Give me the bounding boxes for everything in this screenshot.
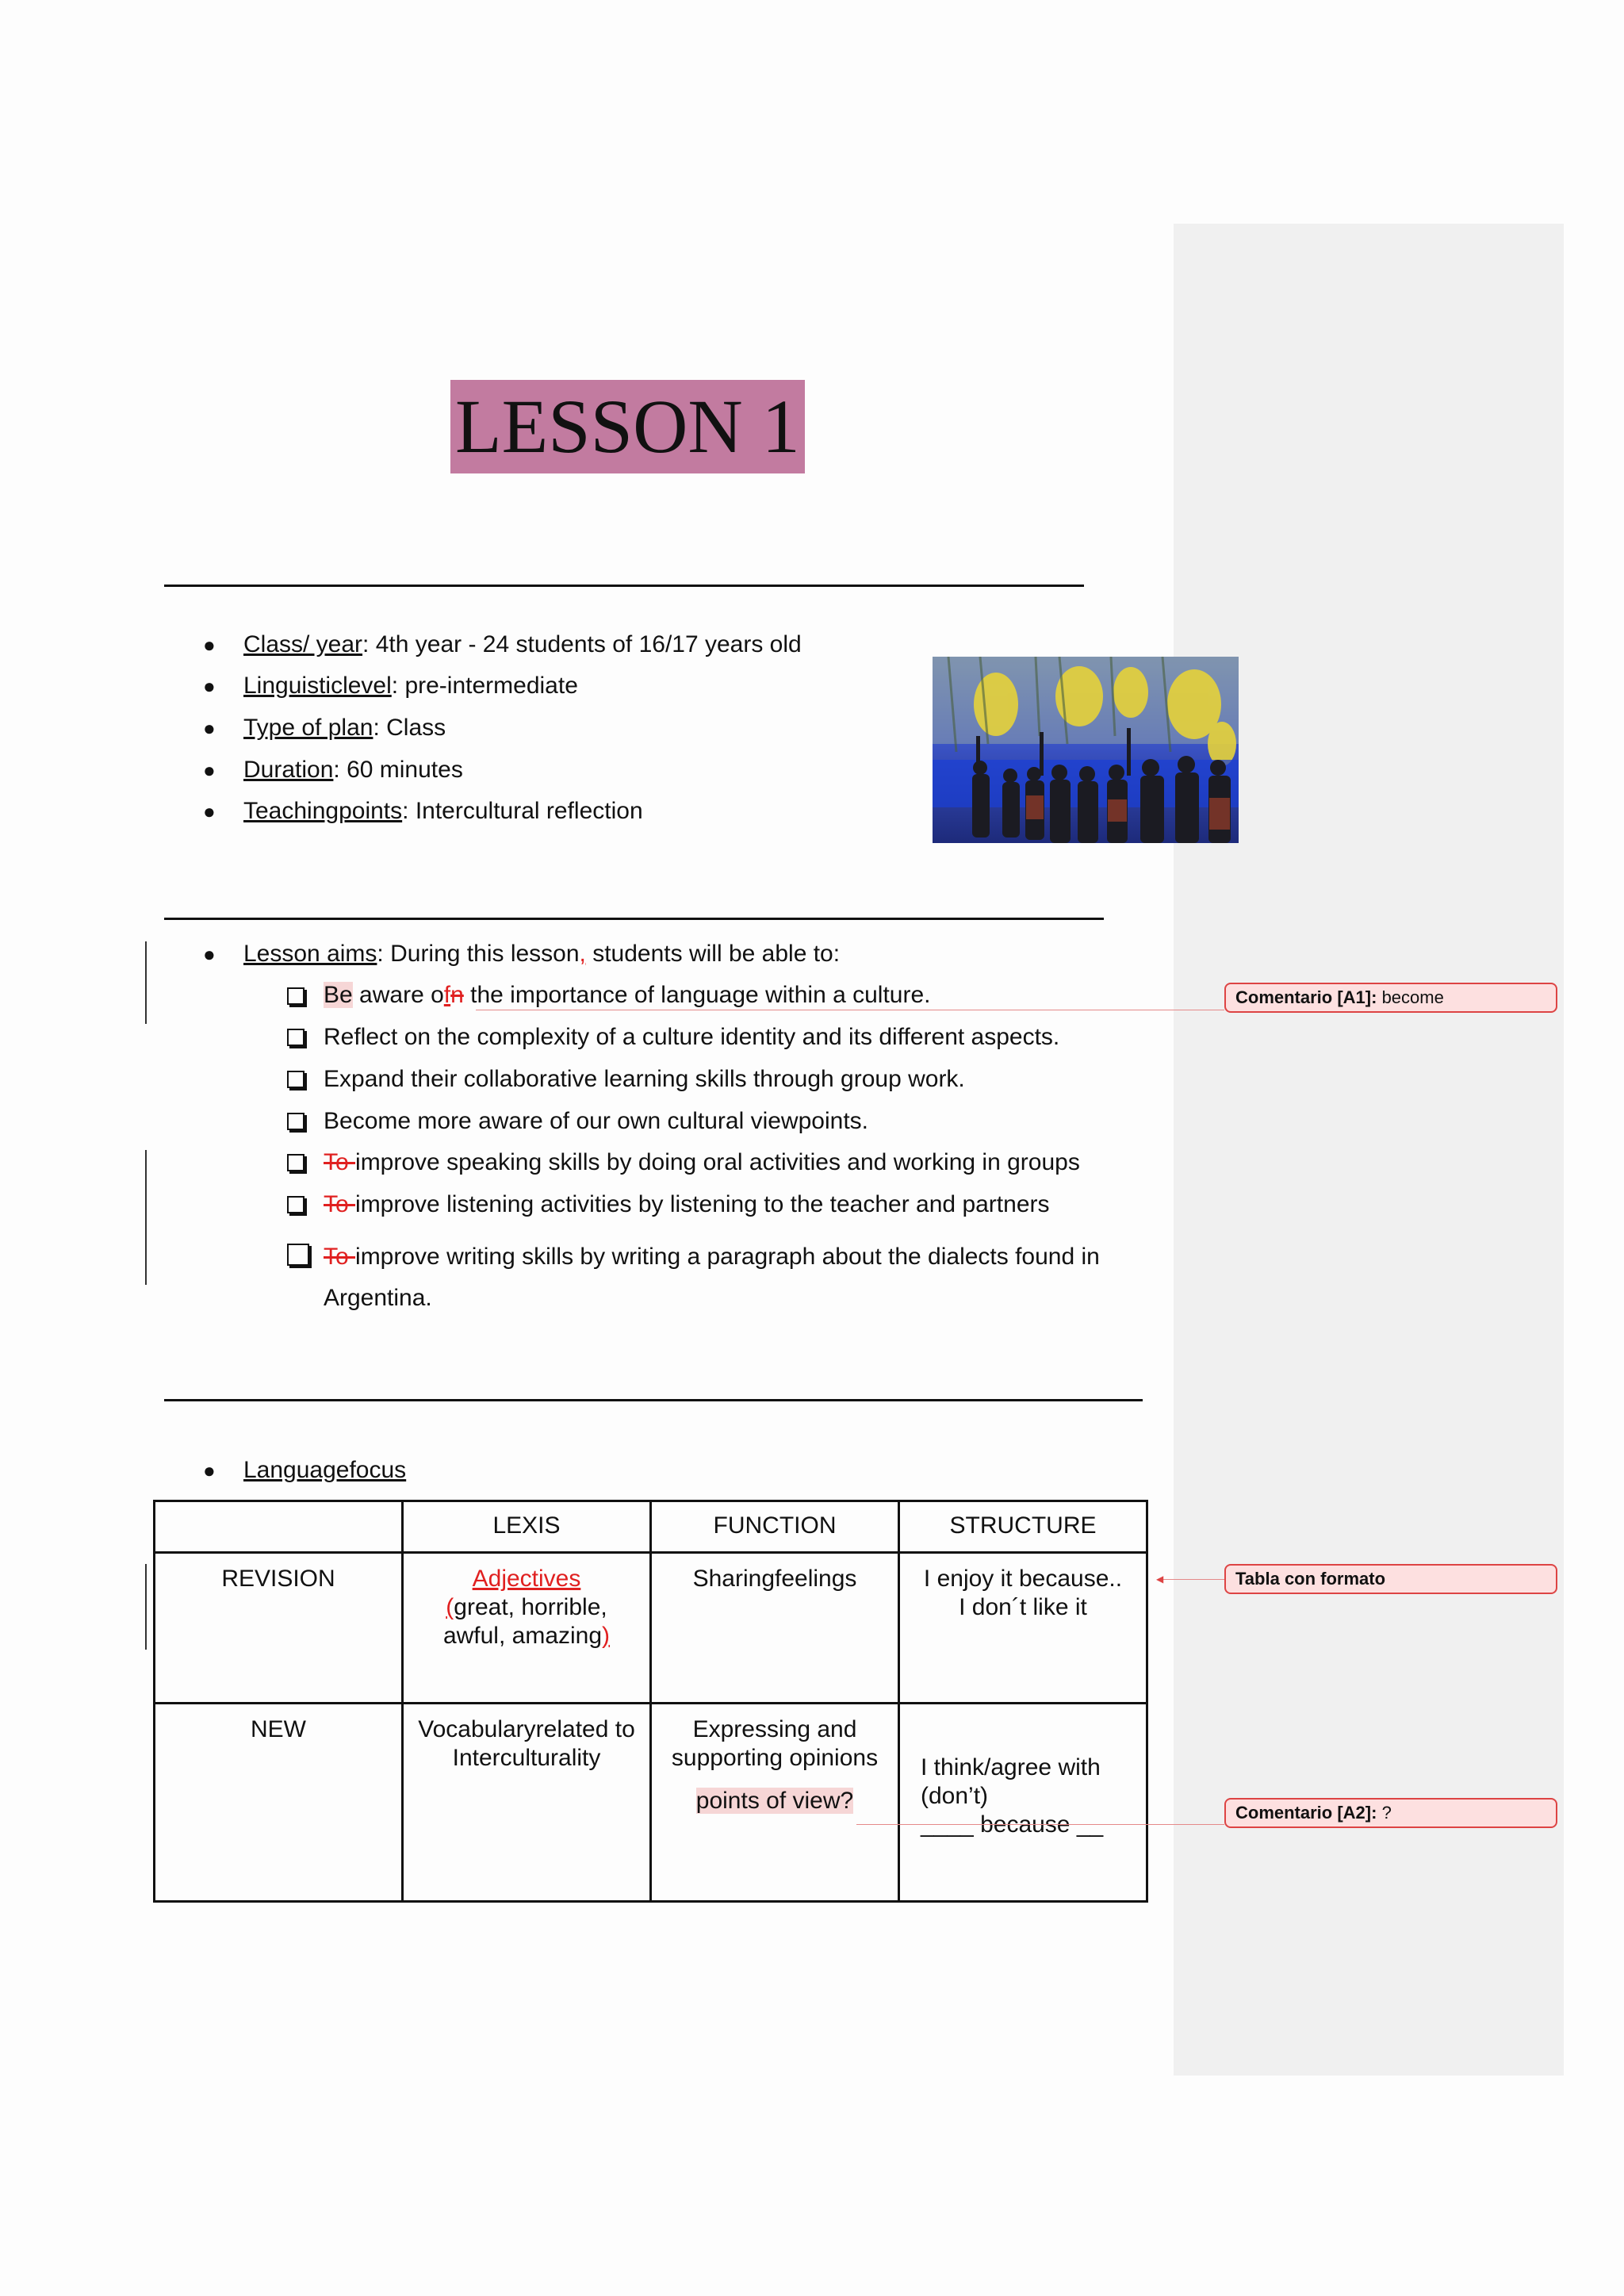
info-label: Duration	[243, 757, 334, 783]
aim-item-7-cont: Argentina.	[324, 1285, 432, 1311]
bullet: ●	[203, 674, 216, 698]
info-label: Teachingpoints	[243, 798, 403, 824]
bullet: ●	[203, 942, 216, 966]
table-row-new	[155, 1704, 1147, 1902]
comment-text: ?	[1377, 1803, 1392, 1823]
info-label: Linguisticlevel	[243, 673, 392, 699]
aim-item-6	[324, 1190, 1050, 1219]
info-linguistic-level	[243, 672, 578, 700]
cell-text: great, horrible,	[454, 1594, 607, 1620]
highlighted-word: Be	[324, 982, 353, 1008]
info-label: Type of plan	[243, 715, 373, 741]
header-cell: FUNCTION	[651, 1501, 899, 1553]
aims-label: Lesson aims	[243, 941, 377, 967]
cell-text: (don’t)	[921, 1783, 989, 1809]
cell-text: I think/agree with	[921, 1754, 1101, 1780]
divider-3	[164, 1399, 1143, 1401]
comment-leader-line	[1162, 1579, 1224, 1580]
row-label: REVISION	[155, 1553, 403, 1704]
language-focus-table	[153, 1500, 1148, 1903]
inserted-comma: ,	[579, 941, 586, 967]
checkbox-bullet	[287, 1113, 304, 1130]
header-cell: LEXIS	[403, 1501, 651, 1553]
aim-text: improve listening activities by listening to the teacher and partners	[355, 1191, 1050, 1217]
info-value: : Class	[373, 715, 446, 741]
new-function-cell	[651, 1704, 899, 1902]
comment-tag: Tabla con formato	[1235, 1569, 1386, 1589]
checkbox-bullet	[287, 1071, 304, 1088]
cell-text: Interculturality	[452, 1745, 601, 1771]
change-bar	[145, 1150, 147, 1285]
deleted-word: To	[324, 1244, 356, 1270]
bullet: ●	[203, 716, 216, 740]
cell-text: Vocabularyrelated to	[418, 1716, 635, 1742]
header-cell: STRUCTURE	[899, 1501, 1147, 1553]
change-bar	[145, 1564, 147, 1650]
inserted-bracket: (	[446, 1594, 454, 1620]
divider-1	[164, 585, 1084, 587]
aim-text: improve writing skills by writing a paragraph about the dialects found in	[355, 1244, 1100, 1270]
inserted-bracket: )	[602, 1623, 611, 1649]
aim-text: the importance of language within a culture.	[463, 982, 931, 1008]
lesson-aims-heading	[243, 940, 840, 968]
info-class-year	[243, 631, 802, 659]
revision-function-cell: Sharingfeelings	[651, 1553, 899, 1704]
language-focus-label: Languagefocus	[243, 1457, 407, 1483]
bullet: ●	[203, 799, 216, 823]
divider-2	[164, 918, 1104, 920]
aim-item-1	[324, 981, 931, 1010]
comment-text: become	[1377, 987, 1444, 1007]
info-value: : 60 minutes	[333, 757, 463, 783]
aims-intro: : During this lesson	[377, 941, 580, 967]
cell-text: ____ because __	[921, 1811, 1104, 1838]
arrow-icon: ◀	[1156, 1573, 1164, 1585]
aim-item-4: Become more aware of our own cultural viewpoints.	[324, 1108, 868, 1134]
change-bar	[145, 941, 147, 1024]
aim-item-5	[324, 1148, 1080, 1177]
deleted-letter: n	[450, 982, 464, 1008]
comment-tag: Comentario [A1]:	[1235, 987, 1377, 1007]
aim-item-2: Reflect on the complexity of a culture identity and its different aspects.	[324, 1024, 1060, 1050]
info-value: : 4th year - 24 students of 16/17 years old	[362, 631, 802, 657]
revision-structure-cell	[899, 1553, 1147, 1704]
bullet: ●	[203, 758, 216, 782]
info-type-of-plan	[243, 714, 446, 742]
comment-a2[interactable]	[1224, 1798, 1557, 1828]
inserted-word: Adjectives	[472, 1566, 581, 1592]
highlighted-text: points of view?	[695, 1788, 854, 1814]
aim-item-7	[324, 1243, 1100, 1271]
cell-text: awful, amazing	[442, 1623, 603, 1649]
new-structure-cell	[899, 1704, 1147, 1902]
table-header-row	[155, 1501, 1147, 1553]
deleted-word: To	[324, 1191, 356, 1217]
cell-text: I enjoy it because..	[923, 1566, 1123, 1592]
cell-text: supporting opinions	[671, 1745, 879, 1771]
aim-text: aware o	[352, 982, 444, 1008]
checkbox-bullet	[287, 1244, 309, 1266]
info-label: Class/ year	[243, 631, 363, 657]
info-duration	[243, 756, 463, 784]
language-focus-heading	[243, 1456, 406, 1485]
lesson-title: LESSON 1	[450, 380, 805, 473]
info-value: : Intercultural reflection	[402, 798, 643, 824]
new-lexis-cell	[403, 1704, 651, 1902]
cell-text: I don´t like it	[959, 1594, 1087, 1620]
checkbox-bullet	[287, 1154, 304, 1171]
checkbox-bullet	[287, 1196, 304, 1213]
aim-item-3: Expand their collaborative learning skills through group work.	[324, 1066, 965, 1092]
comment-table-format[interactable]	[1224, 1564, 1557, 1594]
comment-a1[interactable]	[1224, 983, 1557, 1013]
comment-leader-line	[856, 1824, 1224, 1825]
comment-tag: Comentario [A2]:	[1235, 1803, 1377, 1823]
revision-lexis-cell	[403, 1553, 651, 1704]
checkbox-bullet	[287, 1029, 304, 1046]
row-label: NEW	[155, 1704, 403, 1902]
deleted-word: To	[324, 1149, 356, 1175]
header-cell	[155, 1501, 403, 1553]
table-row-revision	[155, 1553, 1147, 1704]
cell-text: Expressing and	[692, 1716, 857, 1742]
inserted-letter: f	[443, 982, 451, 1008]
checkbox-bullet	[287, 987, 304, 1005]
bullet: ●	[203, 1458, 216, 1482]
bullet: ●	[203, 633, 216, 657]
aims-intro-end: students will be able to:	[585, 941, 841, 967]
info-teaching-points	[243, 797, 643, 826]
info-value: : pre-intermediate	[391, 673, 578, 699]
mapuche-ceremony-photo	[933, 657, 1239, 843]
aim-text: improve speaking skills by doing oral activities and working in groups	[355, 1149, 1080, 1175]
